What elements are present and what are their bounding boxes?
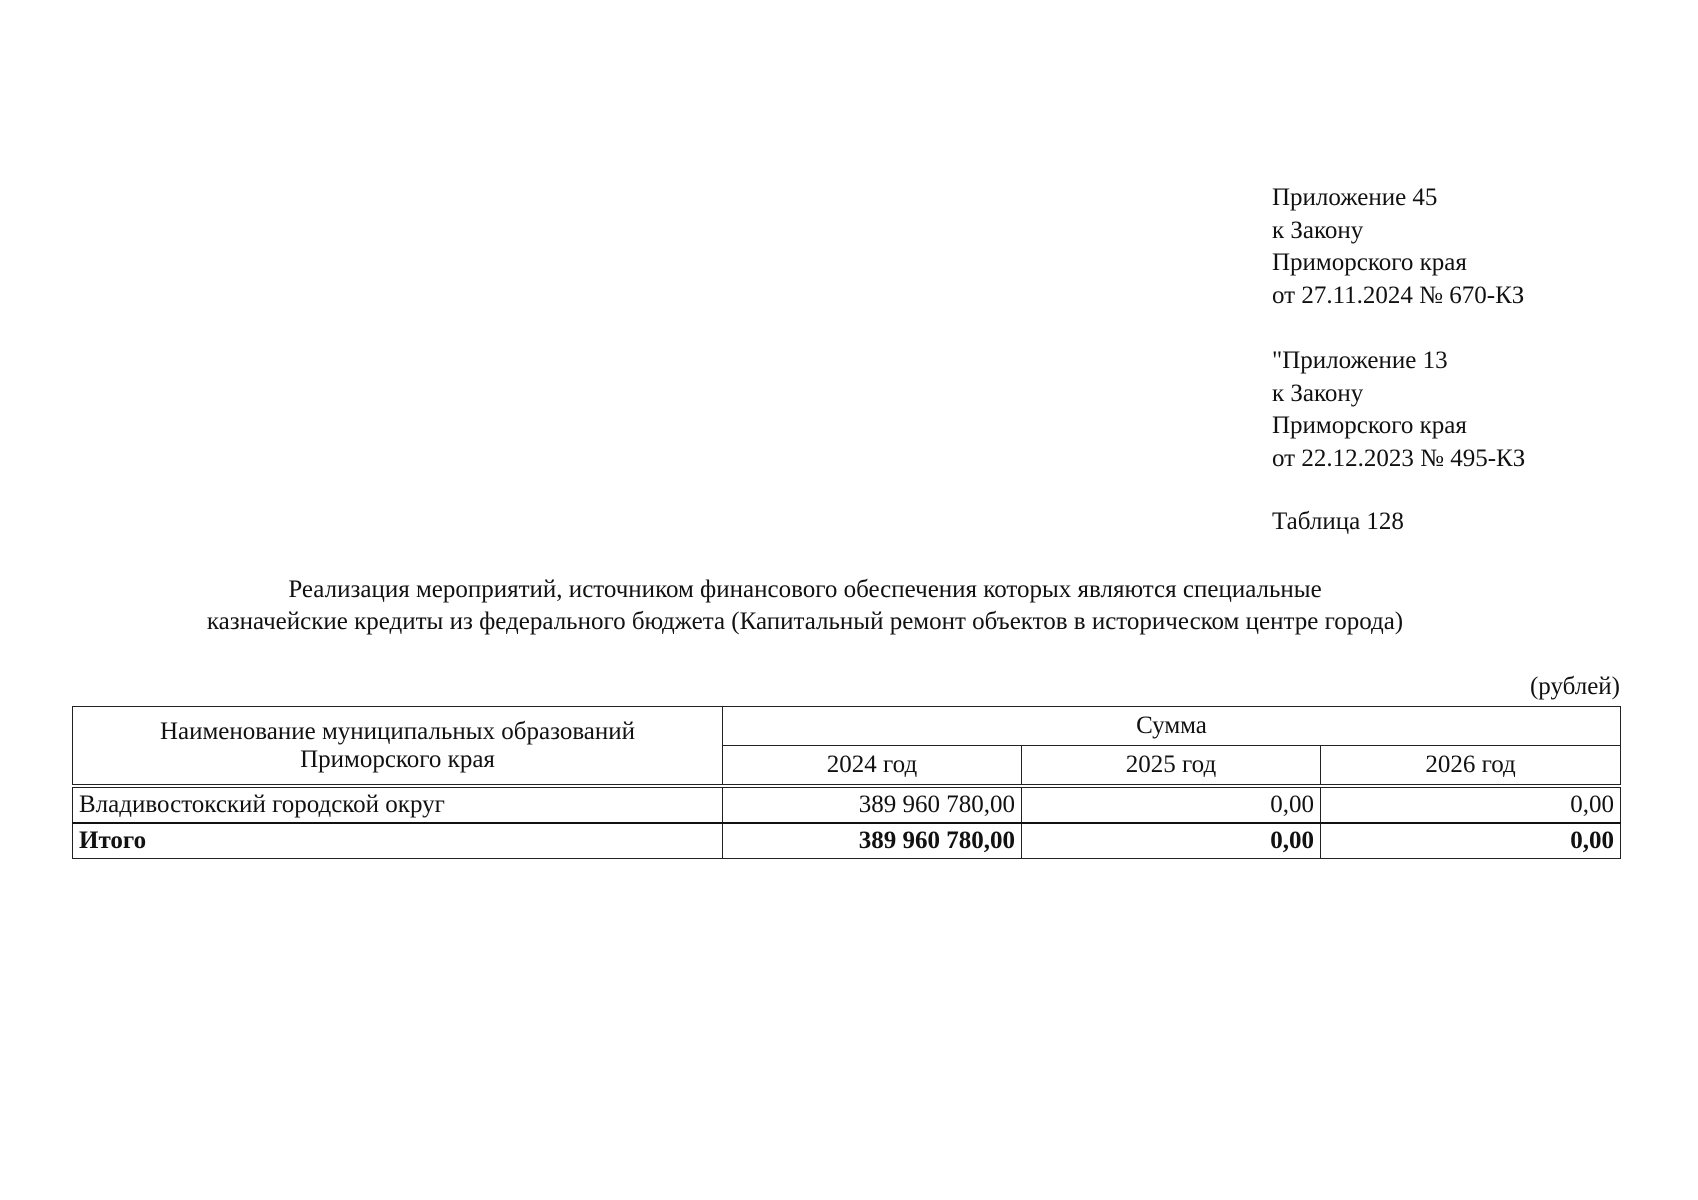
appendix-amended-line1: "Приложение 13 (1272, 347, 1448, 374)
units-label: (рублей) (1529, 673, 1620, 700)
header-municipality-name (73, 707, 723, 787)
row-municipality-name: Владивостокский городской округ (73, 786, 723, 823)
document-title-line2: казначейские кредиты из федерального бюджета (Капитальный ремонт объектов в историческом центре города) (206, 608, 1404, 635)
table-total-row (73, 823, 1621, 859)
row-value-2024: 389 960 780,00 (723, 786, 1022, 823)
appendix-amended-line3: Приморского края (1272, 412, 1467, 439)
header-municipality-line1: Наименование муниципальных образований (159, 717, 636, 745)
row-value-2026: 0,00 (1321, 786, 1621, 823)
appendix-current-line2: к Закону (1272, 216, 1364, 244)
table-header-row (73, 707, 1621, 746)
header-year-2024: 2024 год (723, 746, 1022, 787)
appendix-current-line4: от 27.11.2024 № 670-КЗ (1272, 281, 1525, 309)
budget-table (72, 706, 1621, 859)
total-label: Итого (73, 823, 723, 859)
appendix-amended-line4: от 22.12.2023 № 495-КЗ (1272, 444, 1526, 472)
table-number: Таблица 128 (1272, 508, 1404, 535)
total-value-2024: 389 960 780,00 (723, 823, 1022, 859)
appendix-current-line3: Приморского края (1272, 249, 1467, 276)
appendix-amended-reference (1272, 345, 1525, 475)
table-row (73, 786, 1621, 823)
header-year-2025: 2025 год (1022, 746, 1321, 787)
total-value-2025: 0,00 (1022, 823, 1321, 859)
header-sum: Сумма (723, 707, 1621, 746)
appendix-current-reference (1272, 182, 1524, 312)
row-value-2025: 0,00 (1022, 786, 1321, 823)
document-title (60, 574, 1550, 638)
total-value-2026: 0,00 (1321, 823, 1621, 859)
document-title-line1: Реализация мероприятий, источником финансового обеспечения которых являются специальные (288, 576, 1322, 603)
appendix-amended-line2: к Закону (1272, 379, 1364, 407)
header-municipality-line2: Приморского края (300, 745, 495, 773)
appendix-current-line1: Приложение 45 (1272, 184, 1438, 211)
header-year-2026: 2026 год (1321, 746, 1621, 787)
